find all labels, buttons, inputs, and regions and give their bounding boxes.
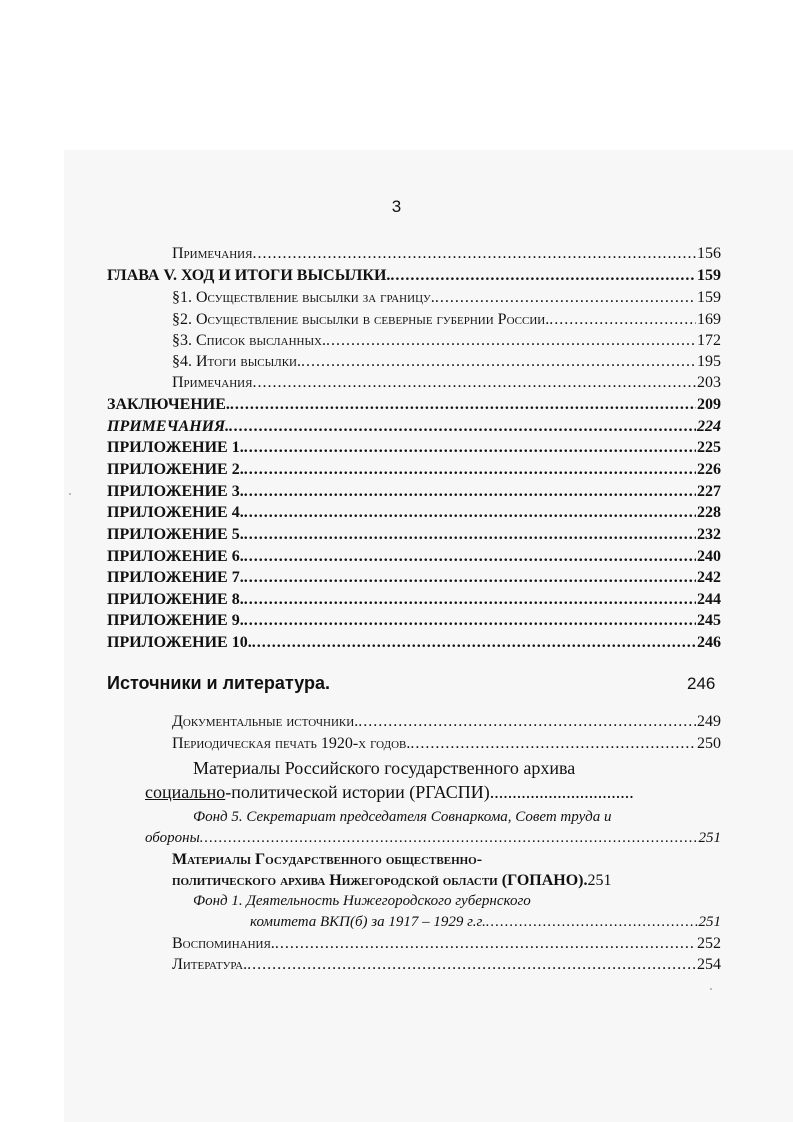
toc-entry-notes[interactable]: [107, 418, 721, 440]
toc-entry-section-1[interactable]: [172, 289, 721, 311]
toc-entry-appendix-2[interactable]: [107, 461, 721, 483]
toc-entry-page: 232: [697, 526, 721, 543]
toc-entry-page: 242: [697, 569, 721, 586]
toc-entry-page: 225: [697, 439, 721, 456]
toc-entry-appendix-5[interactable]: [107, 526, 721, 548]
toc-entry-page: 251: [698, 914, 721, 930]
toc-entry-documentary-sources[interactable]: [172, 713, 721, 735]
toc-entry-title: ГЛАВА V. ХОД И ИТОГИ ВЫСЫЛКИ.: [107, 267, 391, 284]
dot-leader: [244, 439, 696, 457]
toc-entry-periodicals[interactable]: [172, 735, 721, 757]
rgaspi-heading-dots: ................................: [489, 782, 634, 802]
dot-leader: [244, 591, 696, 609]
toc-entry-title: ПРИЛОЖЕНИЕ 10.: [107, 634, 252, 651]
toc-entry-title: Воспоминания.: [172, 935, 275, 952]
toc-entry-page: 251: [587, 872, 612, 889]
toc-entry-section-4[interactable]: [172, 353, 721, 375]
toc-entry-page: 156: [697, 245, 721, 262]
toc-entry-title: Примечания: [172, 245, 253, 262]
dot-leader: [230, 396, 696, 414]
toc-entry-title: ПРИЛОЖЕНИЕ 9.: [107, 612, 244, 629]
toc-entry-title: Литература.: [172, 956, 248, 973]
toc-entry-title: §1. Осуществление высылки за границу.: [172, 289, 435, 306]
page-number: 3: [391, 197, 402, 216]
dot-leader: [244, 612, 696, 630]
toc-entry-literature[interactable]: [172, 956, 721, 978]
dot-leader: [252, 634, 696, 652]
scan-speck: [69, 493, 71, 495]
rgaspi-heading-rest: -политической истории (РГАСПИ): [225, 782, 490, 802]
dot-leader: [410, 735, 696, 753]
toc-entry-page: 250: [697, 735, 721, 752]
dot-leader: [200, 830, 698, 847]
dot-leader: [390, 267, 696, 285]
dot-leader: [275, 935, 696, 953]
toc-entry-page: 244: [697, 591, 721, 608]
toc-entry-title: ПРИЛОЖЕНИЕ 5.: [107, 526, 244, 543]
toc-entry-page: 226: [697, 461, 721, 478]
toc-entry-page: 169: [697, 311, 721, 328]
dot-leader: [358, 713, 696, 731]
toc-entry-appendix-9[interactable]: [107, 612, 721, 634]
toc-entry-page: 195: [697, 353, 721, 370]
dot-leader: [252, 374, 696, 392]
dot-leader: [247, 956, 696, 974]
rgaspi-heading-line-2[interactable]: [145, 782, 634, 803]
fond5-line-1[interactable]: Фонд 5. Секретариат председателя Совнаркома, Совет труда и: [193, 809, 612, 825]
dot-leader: [244, 483, 696, 501]
toc-entry-page: 249: [697, 713, 721, 730]
toc-entry-fond1[interactable]: [250, 914, 721, 936]
sources-heading-page: 246: [687, 674, 716, 693]
dot-leader: [244, 461, 696, 479]
toc-entry-title: ПРИЛОЖЕНИЕ 3.: [107, 483, 244, 500]
toc-entry-appendix-4[interactable]: [107, 504, 721, 526]
toc-entry-title: §4. Итоги высылки.: [172, 353, 301, 370]
dot-leader: [301, 353, 696, 371]
toc-entry-notes-ch5[interactable]: [172, 374, 721, 396]
dot-leader: [244, 504, 696, 522]
toc-entry-title: комитета ВКП(б) за 1917 – 1929 г.г.: [250, 914, 486, 930]
toc-entry-title: ПРИЛОЖЕНИЕ 7.: [107, 569, 244, 586]
toc-entry-notes-ch4[interactable]: [172, 245, 721, 267]
toc-entry-section-3[interactable]: [172, 332, 721, 354]
toc-entry-page: 228: [697, 504, 721, 521]
toc-entry-page: 245: [697, 612, 721, 629]
toc-entry-chapter-5[interactable]: [107, 267, 721, 289]
toc-entry-title: Примечания: [172, 374, 253, 391]
toc-entry-appendix-3[interactable]: [107, 483, 721, 505]
toc-entry-title: ПРИЛОЖЕНИЕ 6.: [107, 548, 244, 565]
toc-entry-section-2[interactable]: [172, 311, 721, 333]
toc-entry-memoirs[interactable]: [172, 935, 721, 957]
toc-entry-page: 240: [697, 548, 721, 565]
toc-entry-page: 251: [698, 830, 721, 846]
toc-entry-title: Периодическая печать 1920-х годов.: [172, 735, 411, 752]
toc-entry-appendix-8[interactable]: [107, 591, 721, 613]
scan-speck: [710, 988, 712, 990]
dot-leader: [244, 569, 696, 587]
toc-entry-title: Документальные источники.: [172, 713, 359, 730]
toc-entry-title: ПРИЛОЖЕНИЕ 1.: [107, 439, 244, 456]
toc-entry-page: 227: [697, 483, 721, 500]
toc-entry-page: 172: [697, 332, 721, 349]
toc-entry-conclusion[interactable]: [107, 396, 721, 418]
toc-entry-appendix-1[interactable]: [107, 439, 721, 461]
dot-leader: [244, 526, 696, 544]
toc-entry-page: 159: [697, 267, 721, 284]
toc-entry-appendix-7[interactable]: [107, 569, 721, 591]
toc-entry-title: ПРИЛОЖЕНИЕ 8.: [107, 591, 244, 608]
dot-leader: [244, 548, 696, 566]
toc-entry-page: 254: [697, 956, 721, 973]
toc-entry-page: 209: [697, 396, 721, 413]
gopano-heading-line-1[interactable]: Материалы Государственного общественно-: [172, 851, 483, 868]
toc-entry-title: ПРИЛОЖЕНИЕ 2.: [107, 461, 244, 478]
dot-leader: [229, 418, 696, 436]
dot-leader: [435, 289, 696, 307]
dot-leader: [486, 914, 698, 931]
rgaspi-heading-line-1[interactable]: Материалы Российского государственного архива: [193, 758, 576, 778]
toc-entry-title: ПРИМЕЧАНИЯ.: [107, 418, 230, 435]
toc-entry-title: ЗАКЛЮЧЕНИЕ.: [107, 396, 230, 413]
toc-entry-title: ПРИЛОЖЕНИЕ 4.: [107, 504, 244, 521]
dot-leader: [549, 311, 696, 329]
toc-entry-title: обороны: [145, 830, 200, 846]
sources-heading-title[interactable]: Источники и литература.: [107, 673, 330, 693]
toc-entry-page: 224: [697, 418, 721, 435]
toc-entry-title: §3. Список высланных.: [172, 332, 326, 349]
toc-entry-page: 246: [697, 634, 721, 651]
toc-entry-fond5[interactable]: [145, 830, 721, 852]
toc-entry-page: 203: [697, 374, 721, 391]
dot-leader: [326, 332, 696, 350]
gopano-heading-line-2[interactable]: [172, 872, 612, 890]
toc-entry-page: 252: [697, 935, 721, 952]
toc-entry-appendix-6[interactable]: [107, 548, 721, 570]
rgaspi-heading-underlined: социально: [145, 782, 226, 802]
fond1-line-1[interactable]: Фонд 1. Деятельность Нижегородского губернского: [193, 893, 531, 909]
toc-entry-page: 159: [697, 289, 721, 306]
toc-entry-appendix-10[interactable]: [107, 634, 721, 656]
gopano-heading-text: политического архива Нижегородской области (ГОПАНО).: [172, 872, 588, 889]
dot-leader: [252, 245, 696, 263]
toc-entry-title: §2. Осуществление высылки в северные губернии России.: [172, 311, 550, 328]
